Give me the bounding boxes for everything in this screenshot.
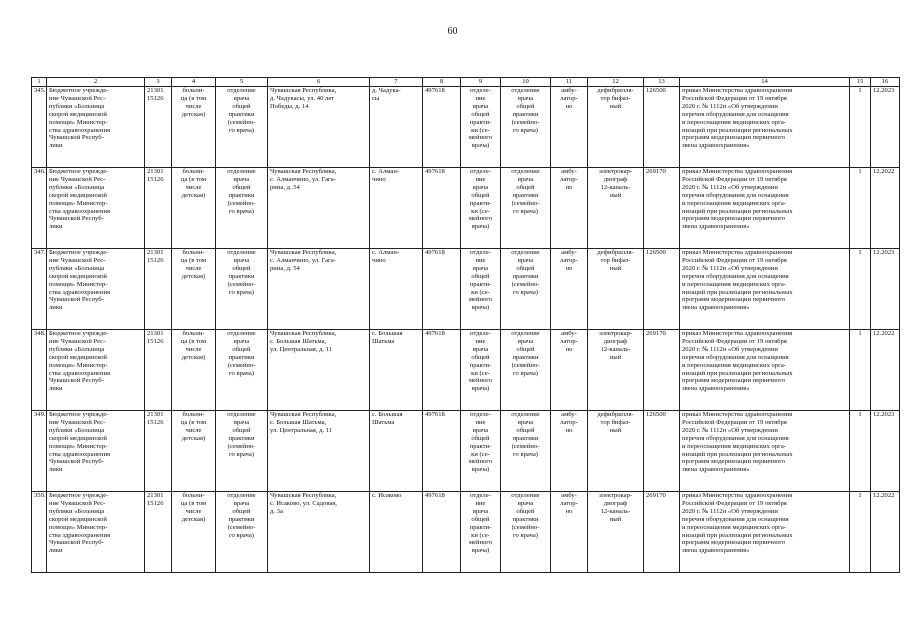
institution-cell xyxy=(47,411,145,492)
row-number-cell xyxy=(32,330,47,411)
row-number-text: 346. xyxy=(34,168,46,175)
subunit-type-cell xyxy=(501,411,551,492)
table-row xyxy=(32,492,900,573)
code-text: 21301 15126 xyxy=(147,492,164,507)
care-type-text: амбу- латор- но xyxy=(560,492,578,515)
basis-cell xyxy=(680,411,850,492)
subunit-type-text: отделение врача общей практики (семейно- го врача) xyxy=(511,87,540,134)
department-text: отделение врача общей практики (семейно- го врача) xyxy=(227,87,256,134)
column-number: 4 xyxy=(172,78,216,87)
care-type-text: амбу- латор- но xyxy=(560,249,578,272)
care-type-text: амбу- латор- но xyxy=(560,168,578,191)
basis-text: приказ Министерства здравоохранения Российской Федерации от 19 октября 2020 г. № 1112н «Об утверждении перечня оборудования для оснащения и переоснащения медицинских орга- низаций при реализации региональных программ модернизации первичного звена здравоохранения» xyxy=(682,411,793,474)
locality-text: с. Большая Шатьма xyxy=(372,411,403,426)
facility-type-text: больни- ца (в том числе детская) xyxy=(180,87,207,118)
equipment-cell xyxy=(588,492,644,573)
date-text: 12.2022 xyxy=(873,168,895,175)
facility-type-cell xyxy=(172,330,216,411)
care-type-cell xyxy=(551,168,588,249)
column-number: 8 xyxy=(423,78,461,87)
subunit-cell xyxy=(461,330,501,411)
basis-cell xyxy=(680,330,850,411)
care-type-text: амбу- латор- но xyxy=(560,87,578,110)
date-text: 12.2022 xyxy=(873,330,895,337)
subunit-type-text: отделение врача общей практики (семейно- го врача) xyxy=(511,492,540,539)
quantity-text: 1 xyxy=(858,249,862,256)
column-number: 14 xyxy=(680,78,850,87)
address-cell xyxy=(268,87,370,168)
address-text: Чувашская Республика, с. Большая Шатьма, ул. Центральная, д. 11 xyxy=(270,330,337,353)
code-cell xyxy=(145,492,172,573)
care-type-cell xyxy=(551,492,588,573)
date-text: 12.2022 xyxy=(873,492,895,499)
price-text: 269170 xyxy=(646,492,666,499)
price-cell xyxy=(644,168,680,249)
column-number: 3 xyxy=(145,78,172,87)
quantity-text: 1 xyxy=(858,411,862,418)
subunit-cell xyxy=(461,168,501,249)
basis-text: приказ Министерства здравоохранения Российской Федерации от 19 октября 2020 г. № 1112н «Об утверждении перечня оборудования для оснащения и переоснащения медицинских орга- низаций при реализации региональных программ модернизации первичного звена здравоохранения» xyxy=(682,168,793,231)
care-type-cell xyxy=(551,249,588,330)
quantity-text: 1 xyxy=(858,168,862,175)
facility-type-cell xyxy=(172,411,216,492)
facility-type-cell xyxy=(172,249,216,330)
price-text: 269170 xyxy=(646,330,666,337)
equipment-text: электрокар- диограф 12-каналь- ный xyxy=(598,492,633,523)
row-number-cell xyxy=(32,249,47,330)
date-text: 12.2023 xyxy=(873,411,895,418)
department-cell xyxy=(216,492,268,573)
code-cell xyxy=(145,87,172,168)
date-cell xyxy=(871,87,900,168)
oktmo-text: 497618 xyxy=(425,330,445,337)
column-number: 5 xyxy=(216,78,268,87)
quantity-cell xyxy=(850,249,871,330)
address-cell xyxy=(268,168,370,249)
quantity-text: 1 xyxy=(858,87,862,94)
column-number: 15 xyxy=(850,78,871,87)
locality-cell xyxy=(370,492,423,573)
department-text: отделение врача общей практики (семейно- го врача) xyxy=(227,411,256,458)
subunit-type-cell xyxy=(501,330,551,411)
institution-cell xyxy=(47,87,145,168)
equipment-text: электрокар- диограф 12-каналь- ный xyxy=(598,330,633,361)
facility-type-text: больни- ца (в том числе детская) xyxy=(180,330,207,361)
facility-type-cell xyxy=(172,168,216,249)
facility-type-cell xyxy=(172,492,216,573)
equipment-text: дефибрилля- тор бифаз- ный xyxy=(597,249,634,272)
locality-text: с. Алман- чино xyxy=(372,249,400,264)
column-number: 7 xyxy=(370,78,423,87)
date-cell xyxy=(871,330,900,411)
date-cell xyxy=(871,492,900,573)
basis-cell xyxy=(680,249,850,330)
address-text: Чувашская Республика, с. Алманчино, ул. Гага- рина, д. 54 xyxy=(270,249,337,272)
locality-text: д. Чадука- сы xyxy=(372,87,401,102)
quantity-cell xyxy=(850,87,871,168)
locality-text: с. Исаково xyxy=(372,492,402,499)
subunit-cell xyxy=(461,249,501,330)
date-cell xyxy=(871,249,900,330)
care-type-text: амбу- латор- но xyxy=(560,411,578,434)
date-text: 12.2023 xyxy=(873,249,895,256)
care-type-cell xyxy=(551,330,588,411)
oktmo-text: 497618 xyxy=(425,249,445,256)
price-cell xyxy=(644,411,680,492)
code-text: 21301 15126 xyxy=(147,87,164,102)
institution-text: Бюджетное учрежде- ние Чувашской Рес- публики «Больница скорой медицинской помощи» Министер- ства здравоохранения Чувашской Респуб- лики xyxy=(49,249,111,312)
subunit-type-cell xyxy=(501,492,551,573)
department-cell xyxy=(216,249,268,330)
institution-cell xyxy=(47,492,145,573)
basis-cell xyxy=(680,168,850,249)
column-number: 1 xyxy=(32,78,47,87)
institution-cell xyxy=(47,168,145,249)
institution-text: Бюджетное учрежде- ние Чувашской Рес- публики «Больница скорой медицинской помощи» Министер- ства здравоохранения Чувашской Респуб- лики xyxy=(49,411,111,474)
price-cell xyxy=(644,249,680,330)
basis-text: приказ Министерства здравоохранения Российской Федерации от 19 октября 2020 г. № 1112н «Об утверждении перечня оборудования для оснащения и переоснащения медицинских орга- низаций при реализации региональных программ модернизации первичного звена здравоохранения» xyxy=(682,249,793,312)
row-number-cell xyxy=(32,411,47,492)
code-text: 21301 15126 xyxy=(147,330,164,345)
address-text: Чувашская Республика, с. Исаково, ул. Садовая, д. 3а xyxy=(270,492,337,515)
oktmo-text: 497618 xyxy=(425,411,445,418)
address-cell xyxy=(268,330,370,411)
column-number: 6 xyxy=(268,78,370,87)
row-number-text: 348. xyxy=(34,330,46,337)
subunit-type-text: отделение врача общей практики (семейно- го врача) xyxy=(511,249,540,296)
column-number: 11 xyxy=(551,78,588,87)
department-cell xyxy=(216,411,268,492)
oktmo-text: 497618 xyxy=(425,492,445,499)
institution-text: Бюджетное учрежде- ние Чувашской Рес- публики «Больница скорой медицинской помощи» Министер- ства здравоохранения Чувашской Респуб- лики xyxy=(49,492,111,555)
equipment-cell xyxy=(588,168,644,249)
code-cell xyxy=(145,168,172,249)
address-text: Чувашская Республика, д. Чадукасы, ул. 40 лет Победы, д. 14 xyxy=(270,87,337,110)
facility-type-text: больни- ца (в том числе детская) xyxy=(180,411,207,442)
row-number-cell xyxy=(32,168,47,249)
subunit-type-text: отделение врача общей практики (семейно- го врача) xyxy=(511,330,540,377)
column-number: 9 xyxy=(461,78,501,87)
address-cell xyxy=(268,492,370,573)
basis-cell xyxy=(680,492,850,573)
table-row xyxy=(32,87,900,168)
locality-cell xyxy=(370,87,423,168)
equipment-cell xyxy=(588,87,644,168)
price-text: 126500 xyxy=(646,249,666,256)
quantity-cell xyxy=(850,492,871,573)
oktmo-cell xyxy=(423,249,461,330)
locality-text: с. Большая Шатьма xyxy=(372,330,403,345)
column-number: 13 xyxy=(644,78,680,87)
row-number-text: 350. xyxy=(34,492,46,499)
department-cell xyxy=(216,330,268,411)
department-text: отделение врача общей практики (семейно- го врача) xyxy=(227,492,256,539)
date-text: 12.2023 xyxy=(873,87,895,94)
subunit-type-cell xyxy=(501,168,551,249)
institution-text: Бюджетное учрежде- ние Чувашской Рес- публики «Больница скорой медицинской помощи» Министер- ства здравоохранения Чувашской Респуб- лики xyxy=(49,87,111,150)
basis-text: приказ Министерства здравоохранения Российской Федерации от 19 октября 2020 г. № 1112н «Об утверждении перечня оборудования для оснащения и переоснащения медицинских орга- низаций при реализации региональных программ модернизации первичного звена здравоохранения» xyxy=(682,87,793,150)
equipment-cell xyxy=(588,411,644,492)
oktmo-cell xyxy=(423,492,461,573)
oktmo-cell xyxy=(423,87,461,168)
subunit-text: отделе- ние врача общей практи- ки (се- мейного врача) xyxy=(468,87,493,150)
locality-cell xyxy=(370,411,423,492)
price-cell xyxy=(644,330,680,411)
address-cell xyxy=(268,249,370,330)
code-text: 21301 15126 xyxy=(147,411,164,426)
subunit-cell xyxy=(461,411,501,492)
quantity-cell xyxy=(850,168,871,249)
department-text: отделение врача общей практики (семейно- го врача) xyxy=(227,330,256,377)
table-body xyxy=(32,87,900,573)
column-number: 10 xyxy=(501,78,551,87)
price-cell xyxy=(644,87,680,168)
subunit-type-cell xyxy=(501,249,551,330)
price-text: 269170 xyxy=(646,168,666,175)
quantity-text: 1 xyxy=(858,492,862,499)
equipment-text: дефибрилля- тор бифаз- ный xyxy=(597,411,634,434)
row-number-cell xyxy=(32,87,47,168)
subunit-text: отделе- ние врача общей практи- ки (се- мейного врача) xyxy=(468,168,493,231)
oktmo-text: 497618 xyxy=(425,87,445,94)
date-cell xyxy=(871,411,900,492)
facility-type-text: больни- ца (в том числе детская) xyxy=(180,492,207,523)
code-cell xyxy=(145,330,172,411)
quantity-cell xyxy=(850,411,871,492)
department-text: отделение врача общей практики (семейно- го врача) xyxy=(227,168,256,215)
subunit-text: отделе- ние врача общей практи- ки (се- мейного врача) xyxy=(468,249,493,312)
institution-cell xyxy=(47,330,145,411)
row-number-text: 347. xyxy=(34,249,46,256)
subunit-type-text: отделение врача общей практики (семейно- го врача) xyxy=(511,411,540,458)
care-type-text: амбу- латор- но xyxy=(560,330,578,353)
equipment-text: электрокар- диограф 12-каналь- ный xyxy=(598,168,633,199)
equipment-table xyxy=(31,77,900,573)
table-row xyxy=(32,330,900,411)
subunit-type-text: отделение врача общей практики (семейно- го врача) xyxy=(511,168,540,215)
table-row xyxy=(32,249,900,330)
code-cell xyxy=(145,249,172,330)
care-type-cell xyxy=(551,411,588,492)
row-number-cell xyxy=(32,492,47,573)
column-number: 2 xyxy=(47,78,145,87)
page-number: 60 xyxy=(447,26,458,37)
row-number-text: 349. xyxy=(34,411,46,418)
institution-text: Бюджетное учрежде- ние Чувашской Рес- публики «Больница скорой медицинской помощи» Министер- ства здравоохранения Чувашской Респуб- лики xyxy=(49,168,111,231)
address-cell xyxy=(268,411,370,492)
quantity-text: 1 xyxy=(858,330,862,337)
facility-type-text: больни- ца (в том числе детская) xyxy=(180,249,207,280)
code-text: 21301 15126 xyxy=(147,249,164,264)
date-cell xyxy=(871,168,900,249)
equipment-text: дефибрилля- тор бифаз- ный xyxy=(597,87,634,110)
basis-text: приказ Министерства здравоохранения Российской Федерации от 19 октября 2020 г. № 1112н «Об утверждении перечня оборудования для оснащения и переоснащения медицинских орга- низаций при реализации региональных программ модернизации первичного звена здравоохранения» xyxy=(682,492,793,555)
price-cell xyxy=(644,492,680,573)
locality-cell xyxy=(370,249,423,330)
department-cell xyxy=(216,87,268,168)
row-number-text: 345. xyxy=(34,87,46,94)
locality-text: с. Алман- чино xyxy=(372,168,400,183)
subunit-text: отделе- ние врача общей практи- ки (се- мейного врача) xyxy=(468,492,493,555)
column-number-row xyxy=(32,78,900,87)
institution-cell xyxy=(47,249,145,330)
basis-text: приказ Министерства здравоохранения Российской Федерации от 19 октября 2020 г. № 1112н «Об утверждении перечня оборудования для оснащения и переоснащения медицинских орга- низаций при реализации региональных программ модернизации первичного звена здравоохранения» xyxy=(682,330,793,393)
column-number: 16 xyxy=(871,78,900,87)
price-text: 126500 xyxy=(646,411,666,418)
price-text: 126500 xyxy=(646,87,666,94)
oktmo-cell xyxy=(423,330,461,411)
code-cell xyxy=(145,411,172,492)
subunit-text: отделе- ние врача общей практи- ки (се- мейного врача) xyxy=(468,411,493,474)
table-row xyxy=(32,411,900,492)
oktmo-text: 497618 xyxy=(425,168,445,175)
address-text: Чувашская Республика, с. Большая Шатьма, ул. Центральная, д. 11 xyxy=(270,411,337,434)
care-type-cell xyxy=(551,87,588,168)
subunit-type-cell xyxy=(501,87,551,168)
equipment-cell xyxy=(588,330,644,411)
department-text: отделение врача общей практики (семейно- го врача) xyxy=(227,249,256,296)
subunit-cell xyxy=(461,492,501,573)
basis-cell xyxy=(680,87,850,168)
facility-type-text: больни- ца (в том числе детская) xyxy=(180,168,207,199)
column-number: 12 xyxy=(588,78,644,87)
locality-cell xyxy=(370,330,423,411)
oktmo-cell xyxy=(423,168,461,249)
subunit-cell xyxy=(461,87,501,168)
quantity-cell xyxy=(850,330,871,411)
address-text: Чувашская Республика, с. Алманчино, ул. Гага- рина, д. 54 xyxy=(270,168,337,191)
locality-cell xyxy=(370,168,423,249)
oktmo-cell xyxy=(423,411,461,492)
code-text: 21301 15126 xyxy=(147,168,164,183)
equipment-cell xyxy=(588,249,644,330)
institution-text: Бюджетное учрежде- ние Чувашской Рес- публики «Больница скорой медицинской помощи» Министер- ства здравоохранения Чувашской Респуб- лики xyxy=(49,330,111,393)
facility-type-cell xyxy=(172,87,216,168)
subunit-text: отделе- ние врача общей практи- ки (се- мейного врача) xyxy=(468,330,493,393)
department-cell xyxy=(216,168,268,249)
table-row xyxy=(32,168,900,249)
